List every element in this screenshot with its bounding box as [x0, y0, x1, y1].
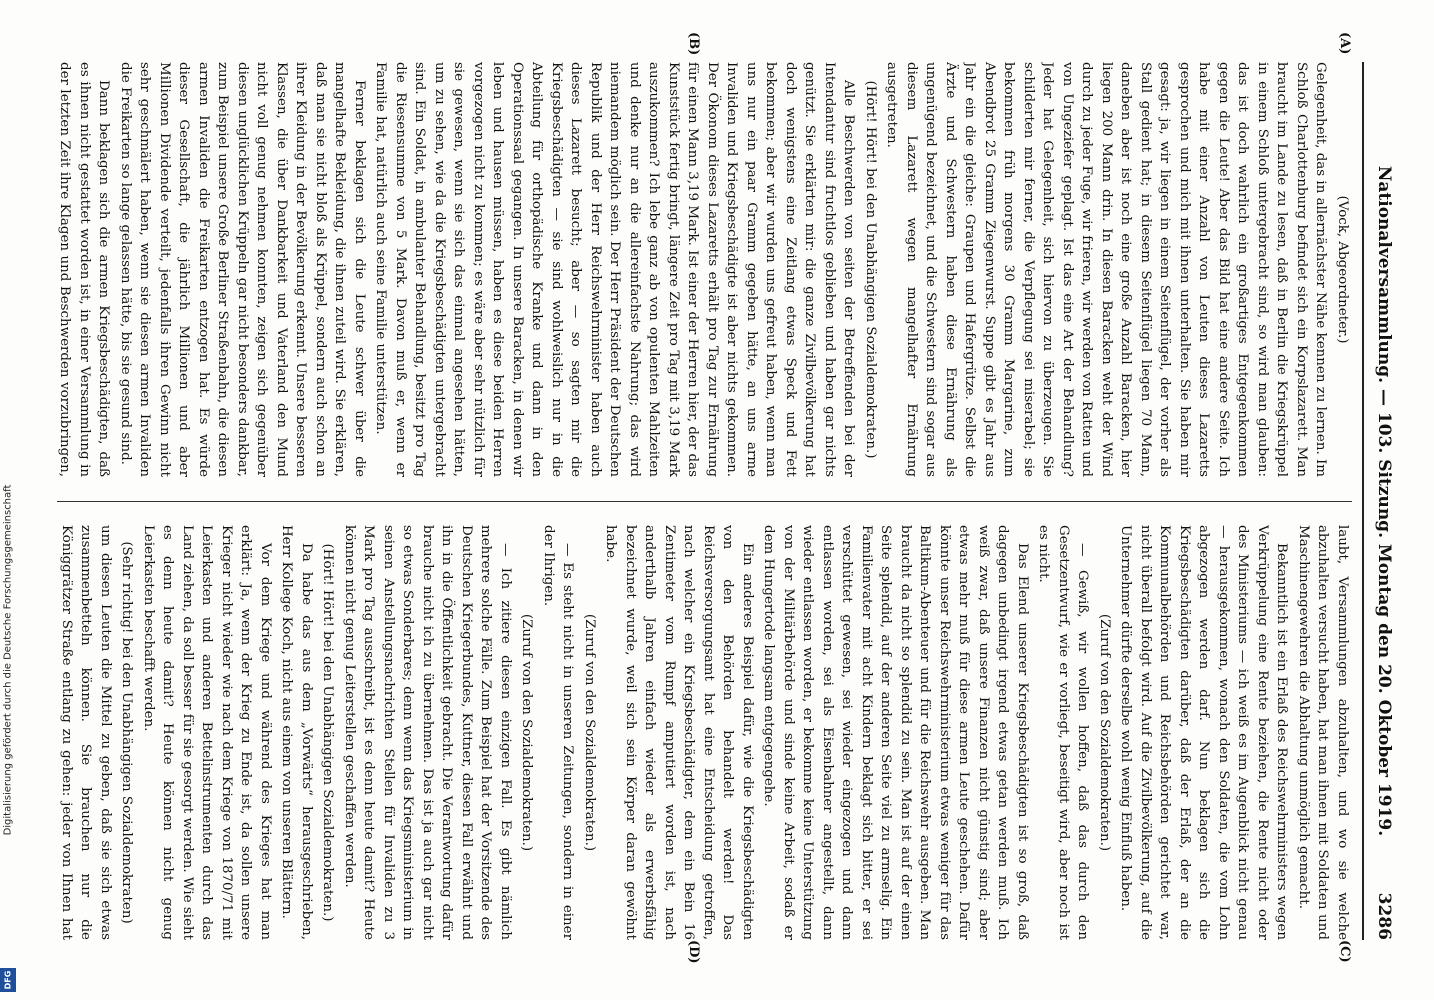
paragraph: — Es steht nicht in unseren Zeitungen, sondern in einer der Ihrigen. [541, 525, 576, 940]
interjection: (Zuruf von den Sozialdemokraten.) [519, 613, 535, 852]
speaker-label: (Vock, Abgeordneter.) [1335, 195, 1350, 344]
margin-mark-b: (B) [686, 32, 701, 56]
paragraph: — Gewiß, wir wollen hoffen, daß das durch den Gesetzentwurf, wie er vorliegt, beseitigt wird, aber noch ist es nicht. [1036, 525, 1091, 940]
dfg-logo [0, 968, 16, 992]
paragraph: Das Elend unserer Kriegsbeschädigten ist so groß, daß dagegen unbedingt irgend etwas getan werden muß. Ich weiß zwar, daß unsere Finanzen nicht günstig sind; aber etwas mehr muß für diese armen Leute geschehen. Dafür könnte unser Reichswehrministerium etwas weniger für das Baltikum-Abenteuer und für die Reichswehr ausgeben. Man braucht da nicht so splendid zu sein. Man ist auf der einen Seite splendid, auf der anderen Seite viel zu armselig. Ein Familienvater mit acht Kindern beklagt sich bitter, er sei verschüttet gewesen, sei wieder eingezogen und dann entlassen worden, sei als Eisenbahner angestellt, dann wieder entlassen worden, er bekomme keine Unterstützung von der Militärbehörde und sinde keine Arbeit, sodaß er dem Hungertode langsam entgegengehe. [761, 525, 1030, 940]
interjection: (Sehr richtig! bei den Unabhängigen Sozialdemokraten) [119, 541, 135, 924]
column-left [57, 62, 1352, 477]
paragraph: Vor dem Kriege und während des Krieges hat man erklärt: Ja, wenn der Krieg zu Ende ist, da sollen unsere Krieger nicht wieder wie nach dem Kriege von 1870/71 mit Leierkasten und anderen Bettelinstrumenten durch das Land ziehen, da soll besser für sie gesorgt werden. Wie sieht es denn heute damit? Heute können nicht genug Leierkasten beschafft werden. [141, 525, 273, 940]
digitization-credit-text: Digitalisierung gefördert durch die Deutsche Forschungsgemeinschaft [2, 484, 14, 836]
paragraph: Da habe das aus dem „Vorwärts“ herausgeschrieben, Herr Kollege Koch, nicht aus einem von unseren Blättern. [279, 525, 314, 940]
page-running-title: Nationalversammlung. — 103. Sitzung. Montag den 20. Oktober 1919. [1374, 165, 1394, 837]
column-right [57, 525, 1352, 940]
dfg-logo-text: DFG [3, 970, 13, 990]
paragraph: Ein anderes Beispiel dafür, wie die Kriegsbeschädigten von den Behörden behandelt werden! Das Reichsversorgungsamt hat eine Entscheidung getroffen, nach welcher ein Kriegsbeschädigter, dem ein Bein 16 Zentimeter vom Rumpf amputiert worden ist, nach anderthalb Jahren einfach wieder als erwerbsfähig bezeichnet wurde, weil sich sein Körper daran gewöhnt habe. [603, 525, 755, 940]
interjection: (Hört! Hört! bei den Unabhängigen Sozialdemokraten.) [320, 543, 336, 922]
column-divider [57, 501, 1352, 502]
margin-mark-a: (A) [1337, 32, 1352, 55]
paragraph: Gelegenheit, das in allernächster Nähe kennen zu lernen. Im Schloß Charlottenburg befindet sich ein Korpslazarett. Man braucht im Lande zu lesen, daß in Berlin die Kriegskrüppel in einem Schloß untergebracht sind, so wird man glauben: das ist doch wahrlich ein großartiges Entgegenkommen gegen die Leute! Aber das Bild hat eine andere Seite. Ich habe mit einer Anzahl von Leuten dieses Lazaretts gesprochen und mich mit ihnen unterhalten. Sie haben mir gesagt: ja, wir liegen in einem Seitenflügel, der vorher als Stall gedient hat; in diesem Seitenflügel liegen 70 Mann, daneben aber ist noch eine große Anzahl Baracken, hier liegen 200 Mann drin. In diesen Baracken weht der Wind durch zu jeder Fuge, wir frieren, wir werden von Ratten und von Ungeziefer geplagt. Ist das eine Art der Behandlung? Jeder hat Gelegenheit, sich hiervon zu überzeugen. Sie schilderten mir ferner, die Verpflegung sei miserabel; sie bekommen früh morgens 30 Gramm Margarine, zum Abendbrot 25 Gramm Ziegenwurst. Suppe gibt es Jahr aus Jahr ein die gleiche: Graupen und Hafergrütze. Selbst die Ärzte und Schwestern haben diese Ernährung als ungenügend bezeichnet, und die Schwestern sind sogar aus diesem Lazarett wegen mangelhafter Ernährung ausgetreten. [884, 62, 1329, 477]
digitization-credit [0, 330, 16, 990]
text-columns [57, 62, 1352, 940]
page-header [1362, 62, 1394, 940]
margin-mark-c: (C) [1337, 940, 1352, 963]
interjection: (Zuruf von den Sozialdemokraten.) [1097, 613, 1112, 852]
paragraph: Alle Beschwerden von seiten der Betreffenden bei der Intendantur sind fruchtlos geblieben und haben gar nichts genützt. Sie erklärten mir: die ganze Zivilbevölkerung hat doch wenigstens eine Zeitlang etwas Speck und Fett bekommen; aber wir wurden uns gefreut haben, wenn man uns nur ein paar Gramm gegeben hätte, an uns arme Invaliden und Kriegsbeschädigte ist aber nichts gekommen. Der Ökonom dieses Lazaretts erhält pro Tag zur Ernährung für einen Mann 3,19 Mark. Ist einer der Herren hier, der das Kunststück fertig bringt, längere Zeit pro Tag mit 3,19 Mark auszukommen? Ich lebe ganz ab von opulenten Mahlzeiten und denke nur an die allereinfachste Nahrung; das wird niemandem möglich sein. Der Herr Präsident der Deutschen Republik und der Herr Reichswehrminister haben auch dieses Lazarett besucht; aber — so sagten mir die Kriegsbeschädigten — sie sind wohlweislich nur in die Abteilung für orthopädische Kranke und dann in den Operationssaal gegangen. In unsere Baracken, in denen wir leben und hausen müssen, haben es diese beiden Herren vorgezogen nicht zu kommen; es wäre aber sehr nützlich für sie gewesen, wenn sie sich das einmal angesehen hätten, um zu sehen, wie da die Kriegsbeschädigten untergebracht sind. Ein Soldat, in ambulanter Behandlung, besitzt pro Tag die Riesensumme von 5 Mark. Davon muß er, wenn er Familie hat, natürlich auch seine Familie unterstützen. [373, 62, 857, 477]
page-number: 3286 [1374, 892, 1394, 940]
paragraph: — Ich zitiere diesen einzigen Fall. Es gibt nämlich mehrere solche Fälle. Zum Beispiel hat der Vorsitzende des Deutschen Kriegerbundes, Kuttner, diesen Fall erwähnt und ihn in die Öffentlichkeit gebracht. Die Verantwortung dafür brauche nicht ich zu übernehmen. Das ist ja auch gar nicht so etwas Sonderbares; denn wenn das Kriegsministerium in seinen Anstellungsnachrichten Stellen für Invaliden zu 3 Mark pro Tag ausschreibt, ist es denn heute damit? Heute können nicht genug Leiterstellen geschaffen werden. [342, 525, 513, 940]
interjection: (Hört! Hört! bei den Unabhängigen Sozialdemokraten.) [863, 80, 878, 459]
paragraph: laubt, Versammlungen abzuhalten, und wo sie welche abzuhalten versucht haben, hat man ihnen mit Soldaten und Maschinengewehren die Abhaltung unmöglich gemacht. [1296, 525, 1350, 940]
paragraph: Bekanntlich ist ein Erlaß des Reichswehrministers wegen Verkrüppelung eine Rente beziehen, die Rente nicht oder des Ministeriums — ich weiß es im Augenblick nicht genau — herausgekommen, wonach den Soldaten, die vom Lohn abgezogen werden darf. Nun beklagen sich die Kriegsbeschädigten darüber, daß der Erlaß, der an die Kommunalbehörden und Reichsbehörden gerichtet war, nicht überall befolgt wird. Auf die Zivilbevölkerung, auf die Unternehmer dürfte derselbe wohl wenig Einfluß haben. [1118, 525, 1290, 940]
paragraph: Dann beklagen sich die armen Kriegsbeschädigten, daß es ihnen nicht gestattet worden ist, in einer Versammlung in der letzten Zeit ihre Klagen und Beschwerden vorzubringen, [57, 62, 112, 477]
paragraph: um diesen Leuten die Mittel zu geben, daß sie sich etwas zusammenbetteln können. Sie brauchen nur die Königgrätzer Straße entlang zu gehen: jeder von Ihnen hat [59, 525, 113, 940]
margin-mark-d: (D) [686, 940, 701, 964]
paragraph: Ferner beklagen sich die Leute schwer über die mangelhafte Bekleidung, die ihnen zuteil wird. Sie erklären, daß man sie nicht bloß als Krüppel, sondern auch schon an ihrer Kleidung in der Bevölkerung erkennt. Unsere besseren Klassen, die über Dankbarkeit und Vaterland den Mund nicht voll genug nehmen konnten, zeigen sich gegenüber diesen unglücklichen Krüppeln gar nicht besonders dankbar, zum Beispiel unsere Große Berliner Straßenbahn, die diesen armen Invaliden die Freikarten entzogen hat. Es würde dieser Gesellschaft, die jährlich Millionen und aber Millionen Dividende verteilt, jedenfalls ihren Gewinn nicht sehr geschmälert haben, wenn sie diesen armen Invaliden die Freikarten so lange gelassen hätte, bis sie gesund sind. [118, 62, 367, 477]
interjection: (Zuruf von den Sozialdemokraten.) [582, 613, 597, 852]
